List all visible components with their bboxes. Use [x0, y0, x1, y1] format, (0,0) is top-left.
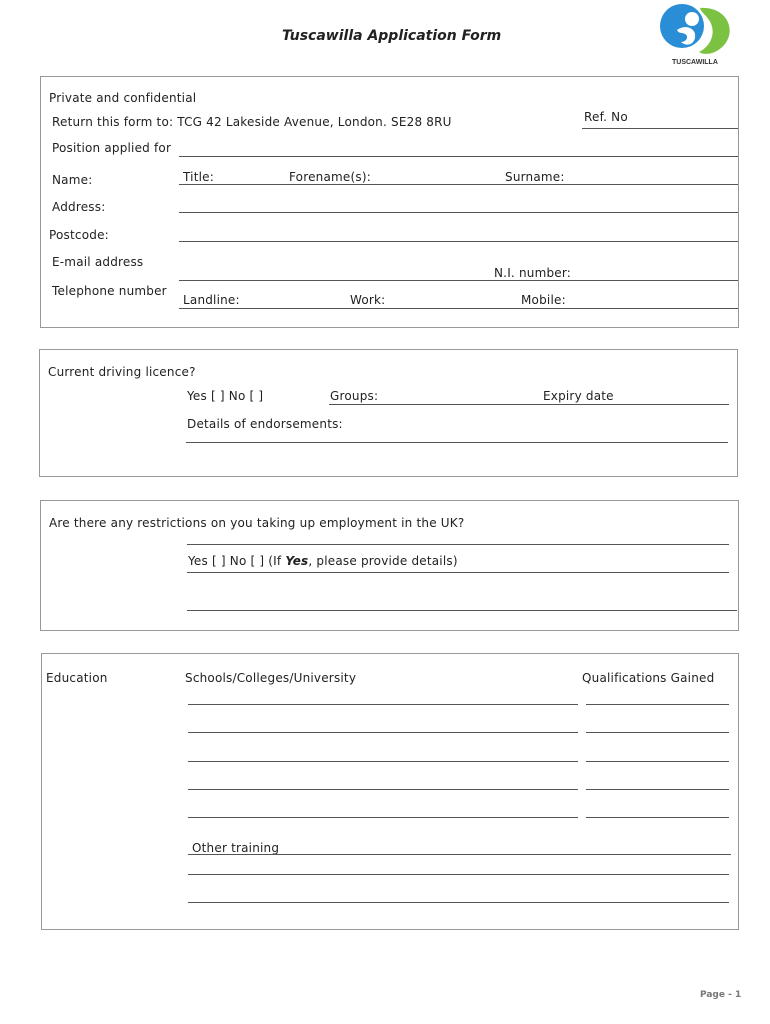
school-line-3[interactable]	[188, 761, 578, 762]
restrictions-yes-no-suffix: , please provide details)	[308, 554, 458, 568]
education-label: Education	[46, 671, 108, 685]
ni-number-label: N.I. number:	[494, 266, 572, 280]
logo-icon	[655, 2, 735, 62]
restrictions-line-1[interactable]	[187, 544, 729, 545]
position-field[interactable]	[179, 156, 738, 157]
other-training-line-3[interactable]	[188, 902, 729, 903]
surname-label: Surname:	[505, 170, 565, 184]
logo-subtext	[672, 67, 673, 72]
ref-no-field[interactable]	[582, 128, 738, 129]
qualification-line-2[interactable]	[586, 732, 729, 733]
restrictions-yes-no[interactable]	[188, 554, 458, 568]
restrictions-yes-no-prefix: Yes [ ] No [ ] (If	[188, 554, 286, 568]
title-label: Title:	[183, 170, 214, 184]
qualification-line-3[interactable]	[586, 761, 729, 762]
endorsements-label: Details of endorsements:	[187, 417, 343, 431]
telephone-field[interactable]	[179, 308, 738, 309]
landline-label: Landline:	[183, 293, 240, 307]
ref-no-label: Ref. No	[584, 110, 628, 124]
other-training-line-1[interactable]	[188, 854, 731, 855]
driving-question: Current driving licence?	[48, 365, 196, 379]
qualification-line-5[interactable]	[586, 817, 729, 818]
mobile-label: Mobile:	[521, 293, 566, 307]
expiry-date-label: Expiry date	[543, 389, 614, 403]
qualification-line-1[interactable]	[586, 704, 729, 705]
school-line-2[interactable]	[188, 732, 578, 733]
postcode-label: Postcode:	[49, 228, 109, 242]
schools-label: Schools/Colleges/University	[185, 671, 357, 685]
restrictions-line-2[interactable]	[187, 572, 729, 573]
private-label: Private and confidential	[49, 91, 197, 105]
postcode-field[interactable]	[179, 241, 738, 242]
position-label: Position applied for	[52, 141, 172, 155]
qualifications-label: Qualifications Gained	[582, 671, 715, 685]
school-line-4[interactable]	[188, 789, 578, 790]
address-label: Address:	[52, 200, 106, 214]
forename-label: Forename(s):	[289, 170, 371, 184]
form-title: Tuscawilla Application Form	[282, 28, 502, 44]
driving-yes-no[interactable]: Yes [ ] No [ ]	[187, 389, 264, 403]
email-label: E-mail address	[52, 255, 144, 269]
name-field[interactable]	[179, 184, 738, 185]
telephone-label: Telephone number	[52, 284, 167, 298]
qualification-line-4[interactable]	[586, 789, 729, 790]
work-label: Work:	[350, 293, 386, 307]
other-training-label: Other training	[192, 841, 280, 855]
restrictions-line-3[interactable]	[187, 610, 737, 611]
restrictions-yes-word: Yes	[285, 554, 309, 568]
restrictions-question: Are there any restrictions on you taking up employment in the UK?	[49, 516, 465, 530]
groups-field[interactable]	[329, 404, 729, 405]
address-field[interactable]	[179, 212, 738, 213]
page-number: Page - 1	[700, 990, 742, 1000]
endorsements-field[interactable]	[186, 442, 728, 443]
logo-text: TUSCAWILLA	[672, 59, 718, 66]
other-training-line-2[interactable]	[188, 874, 729, 875]
education-section	[41, 653, 739, 930]
email-field[interactable]	[179, 280, 738, 281]
return-address-label: Return this form to: TCG 42 Lakeside Avenue, London. SE28 8RU	[52, 115, 452, 129]
groups-label: Groups:	[330, 389, 379, 403]
school-line-5[interactable]	[188, 817, 578, 818]
school-line-1[interactable]	[188, 704, 578, 705]
name-label: Name:	[52, 173, 93, 187]
